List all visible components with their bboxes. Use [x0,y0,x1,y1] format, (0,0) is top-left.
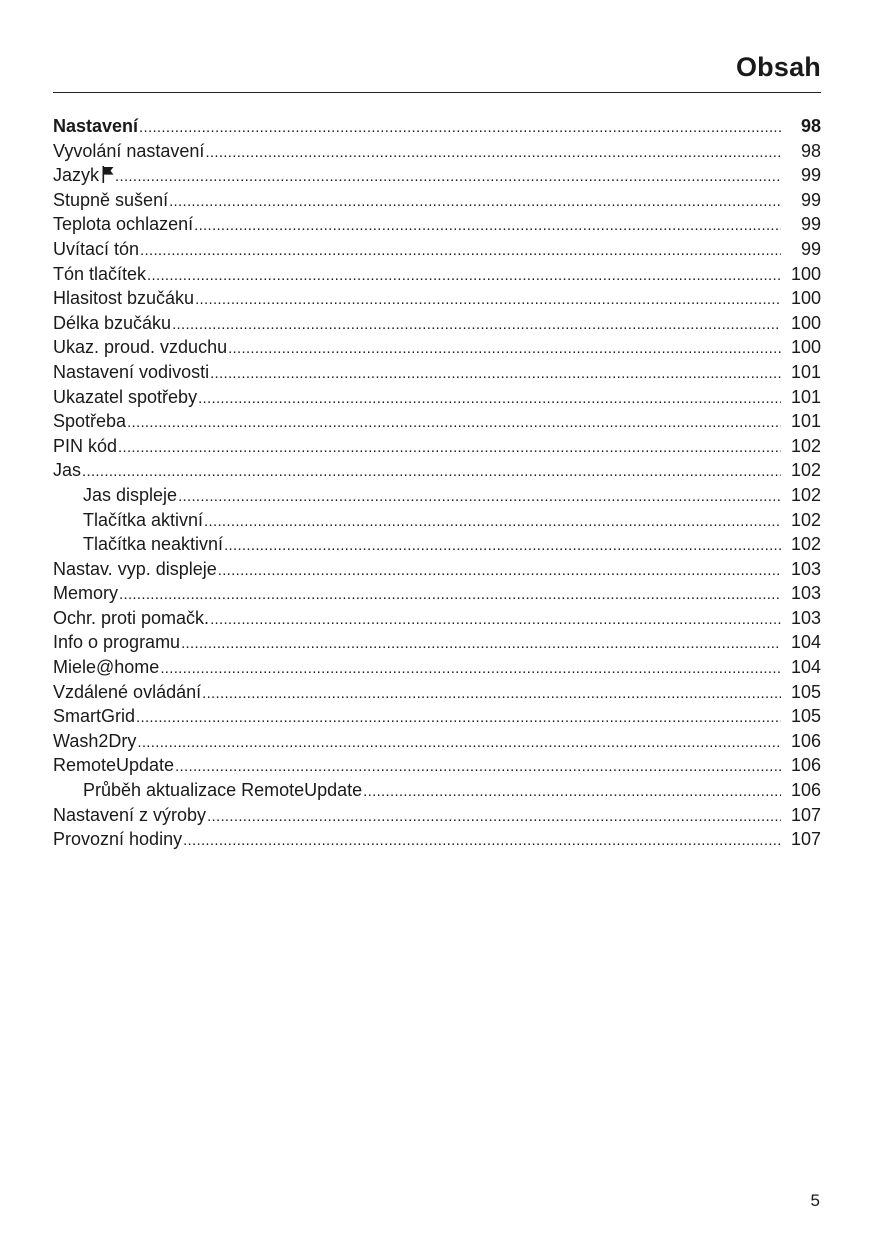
toc-entry-label: Jas displeje [83,484,178,505]
toc-entry-label: Nastavení z výroby [53,804,207,825]
toc-entry-label-wrap [83,508,203,533]
dot-leader [363,778,781,805]
toc-entry[interactable] [53,286,821,311]
toc-entry-label: PIN kód [53,435,118,456]
toc-entry[interactable] [53,508,821,533]
dot-leader [175,753,781,780]
toc-entry-label: Jazyk [53,165,100,186]
toc-entry-page: 102 [790,509,821,530]
dot-leader [140,237,781,264]
toc-entry-page: 102 [790,435,821,456]
toc-entry-label-wrap [53,163,114,188]
toc-entry-page: 104 [790,657,821,678]
dot-leader [183,827,781,854]
toc-entry-label-wrap [53,729,136,754]
toc-entry[interactable] [53,139,821,164]
toc-entry-label-wrap [53,360,209,385]
toc-entry-page: 99 [800,165,821,186]
toc-entry-page: 103 [790,607,821,628]
toc-entry-page: 105 [790,681,821,702]
toc-entry-label-wrap [53,753,174,778]
toc-entry-label-wrap [53,827,182,852]
dot-leader [115,163,781,190]
toc-entry-label: Tlačítka neaktivní [83,534,224,555]
toc-entry-label-wrap [53,557,217,582]
toc-entry[interactable] [53,483,821,508]
toc-entry-page: 106 [790,755,821,776]
toc-entry-label-wrap [83,483,177,508]
dot-leader [82,458,781,485]
toc-entry-label-wrap [53,803,206,828]
toc-entry-page: 102 [790,534,821,555]
toc-entry-label: Stupně sušení [53,189,169,210]
dot-leader [147,262,781,289]
toc-entry[interactable] [53,532,821,557]
toc-entry-label-wrap [53,188,168,213]
toc-entry-label-wrap [53,434,117,459]
toc-entry-label: Vzdálené ovládání [53,681,202,702]
toc-entry-label-wrap [53,139,204,164]
toc-entry[interactable] [53,827,821,852]
toc-entry-label-wrap [53,385,197,410]
toc-entry[interactable] [53,311,821,336]
toc-entry[interactable] [53,729,821,754]
toc-entry-label: Uvítací tón [53,238,140,259]
dot-leader [169,188,781,215]
toc-entry-label-wrap [53,606,209,631]
toc-entry[interactable] [53,557,821,582]
toc-entry-page: 104 [790,632,821,653]
toc-entry-label: Délka bzučáku [53,312,172,333]
toc-entry-page: 100 [790,337,821,358]
dot-leader [210,606,781,633]
toc-entry[interactable] [53,237,821,262]
toc-entry-label-wrap [53,212,193,237]
toc-entry[interactable] [53,458,821,483]
toc-entry-page: 105 [790,706,821,727]
dot-leader [195,286,781,313]
toc-entry-page: 99 [800,189,821,210]
toc-entry-page: 106 [790,730,821,751]
dot-leader [172,311,781,338]
dot-leader [205,139,781,166]
dot-leader [204,508,781,535]
toc-entry-page: 103 [790,583,821,604]
toc-entry[interactable] [53,212,821,237]
toc-entry-label: Tlačítka aktivní [83,509,204,530]
toc-entry-label: Info o programu [53,632,181,653]
dot-leader [224,532,781,559]
toc-entry-label-wrap [53,335,227,360]
dot-leader [228,335,781,362]
toc-entry[interactable] [53,753,821,778]
toc-entry-label: Teplota ochlazení [53,214,194,235]
toc-entry[interactable] [53,163,821,188]
toc-entry-label-wrap [53,114,138,139]
toc-entry-page: 102 [790,460,821,481]
toc-entry-page: 100 [790,312,821,333]
toc-entry-label-wrap [53,409,126,434]
dot-leader [118,434,781,461]
toc-entry-label: Ukazatel spotřeby [53,386,198,407]
toc-entry[interactable] [53,680,821,705]
toc-entry-page: 107 [790,829,821,850]
dot-leader [194,212,781,239]
toc-entry-label-wrap [53,680,201,705]
toc-entry-label-wrap [53,655,159,680]
toc-entry[interactable] [53,360,821,385]
toc-entry-page: 101 [790,386,821,407]
toc-entry-page: 101 [790,411,821,432]
toc-entry[interactable] [53,581,821,606]
dot-leader [198,385,781,412]
toc-entry[interactable] [53,630,821,655]
page-number: 5 [810,1191,820,1210]
toc-entry-label: Hlasitost bzučáku [53,288,195,309]
toc-entry-label: Tón tlačítek [53,263,147,284]
toc-entry[interactable] [53,606,821,631]
toc-entry[interactable] [53,385,821,410]
toc-entry-label-wrap [83,778,362,803]
toc-entry-page: 102 [790,484,821,505]
toc-entry-label: Provozní hodiny [53,829,183,850]
toc-entry-label-wrap [53,581,118,606]
dot-leader [218,557,781,584]
toc-entry-label: RemoteUpdate [53,755,175,776]
toc-entry-label: Jas [53,460,82,481]
toc-entry-label: Nastavení vodivosti [53,361,210,382]
toc-entry-page: 99 [800,214,821,235]
table-of-contents [53,114,821,852]
dot-leader [207,803,781,830]
toc-entry-label: Ochr. proti pomačk. [53,607,210,628]
toc-entry-label: Nastavení [53,116,139,136]
toc-entry-label: Vyvolání nastavení [53,140,205,161]
dot-leader [139,114,781,141]
title-divider [53,92,821,93]
toc-entry-page: 99 [800,238,821,259]
toc-entry[interactable] [53,704,821,729]
page-title: Obsah [735,52,821,82]
toc-entry-label: Miele@home [53,657,160,678]
toc-entry[interactable] [53,409,821,434]
toc-entry-label-wrap [53,237,139,262]
dot-leader [202,680,781,707]
toc-entry[interactable] [53,803,821,828]
dot-leader [127,409,781,436]
toc-entry-label: Nastav. vyp. displeje [53,558,217,579]
toc-entry-label-wrap [53,286,194,311]
dot-leader [178,483,781,510]
toc-entry-label: Memory [53,583,119,604]
toc-entry-label: Wash2Dry [53,730,137,751]
dot-leader [119,581,781,608]
dot-leader [210,360,781,387]
toc-entry-page: 100 [790,263,821,284]
toc-entry-page: 106 [790,780,821,801]
toc-entry[interactable] [53,262,821,287]
toc-entry-page: 100 [790,288,821,309]
toc-entry[interactable] [53,335,821,360]
toc-entry-label: SmartGrid [53,706,136,727]
toc-entry-label: Spotřeba [53,411,127,432]
toc-entry-page: 101 [790,361,821,382]
toc-entry[interactable] [53,188,821,213]
dot-leader [137,729,781,756]
toc-entry-label-wrap [53,630,180,655]
dot-leader [136,704,781,731]
toc-entry[interactable] [53,655,821,680]
dot-leader [160,655,781,682]
toc-entry-page: 107 [790,804,821,825]
toc-entry-label-wrap [53,311,171,336]
toc-entry-label-wrap [83,532,223,557]
toc-entry-label: Ukaz. proud. vzduchu [53,337,228,358]
toc-entry-page: 98 [800,116,821,136]
toc-entry-label-wrap [53,704,135,729]
toc-entry[interactable] [53,114,821,139]
toc-entry-page: 98 [800,140,821,161]
dot-leader [181,630,781,657]
toc-entry-label-wrap [53,262,146,287]
flag-icon [102,166,114,183]
toc-entry-label-wrap [53,458,81,483]
toc-entry[interactable] [53,778,821,803]
toc-entry-page: 103 [790,558,821,579]
toc-entry-label: Průběh aktualizace RemoteUpdate [83,780,363,801]
toc-entry[interactable] [53,434,821,459]
